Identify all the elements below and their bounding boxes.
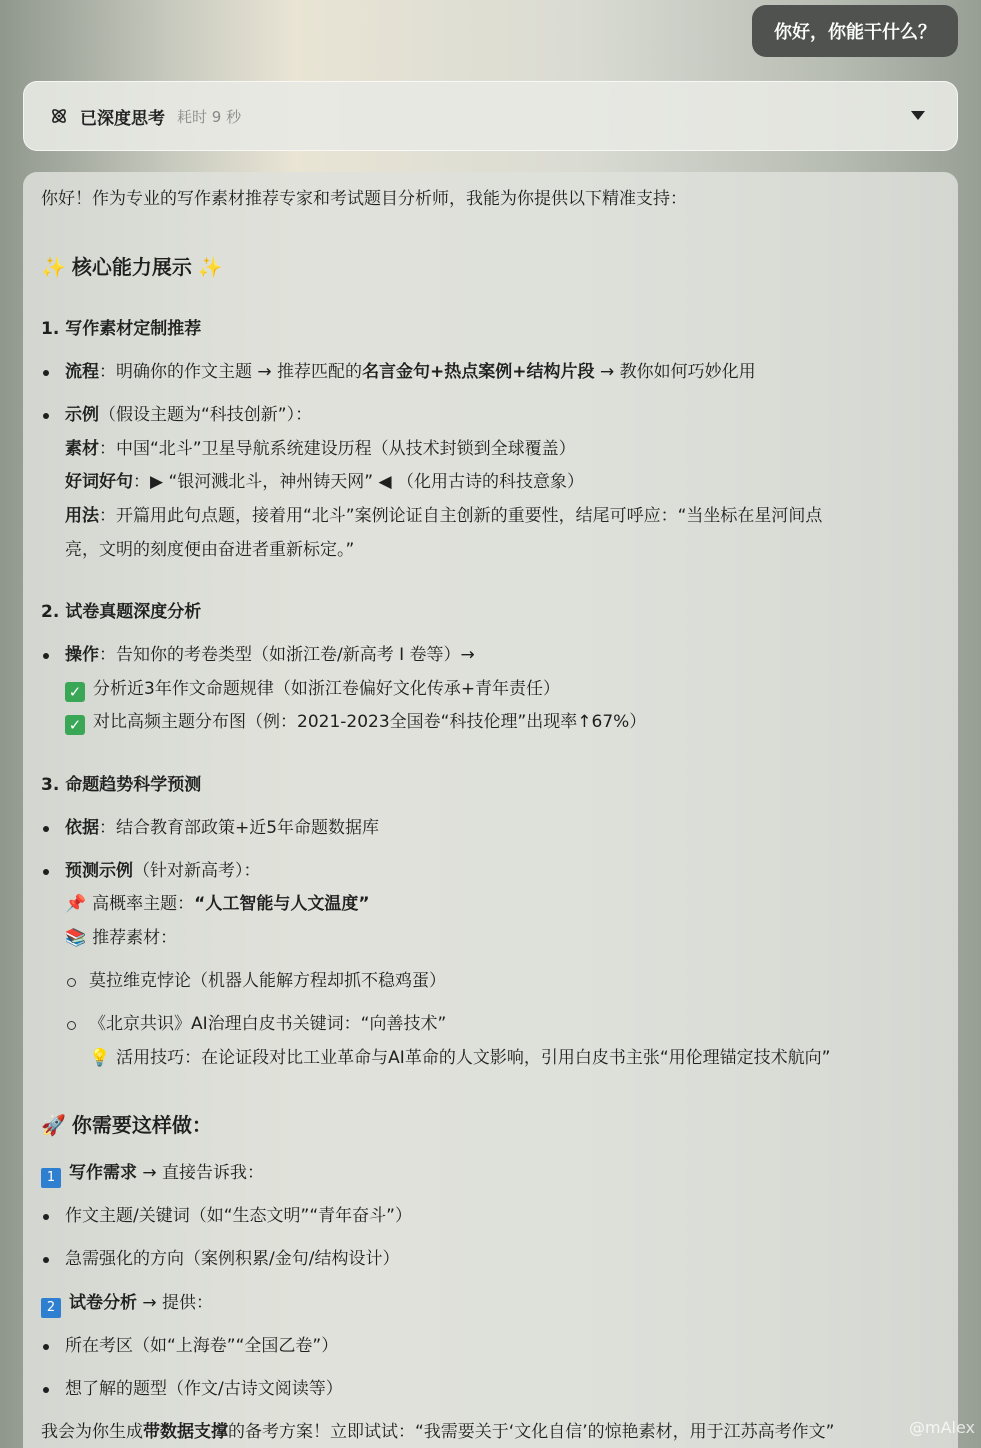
- todo-item-writing: 1 写作需求 → 直接告诉我：: [41, 1157, 264, 1190]
- watermark: @mAlex: [908, 1418, 975, 1437]
- list-item: 《北京共识》AI治理白皮书关键词：“向善技术”: [89, 1008, 446, 1041]
- answer-closing: 我会为你生成带数据支撑的备考方案！立即试试：“我需要关于‘文化自信’的惊艳素材，用于江苏高考作文”: [41, 1422, 835, 1442]
- recommended-material: 📚 推荐素材：: [65, 922, 177, 955]
- heading-todo: 🚀 你需要这样做：: [41, 1109, 212, 1142]
- example-material: 素材：中国“北斗”卫星导航系统建设历程（从技术封锁到全球覆盖）: [65, 439, 576, 459]
- section-1-title: 1. 写作素材定制推荐: [41, 319, 202, 339]
- check-item: ✓ 分析近3年作文命题规律（如浙江卷偏好文化传承+青年责任）: [65, 673, 560, 706]
- deep-think-icon: [50, 107, 68, 125]
- check-icon: ✓: [65, 715, 85, 735]
- heading-core: ✨ 核心能力展示 ✨: [41, 251, 229, 284]
- check-icon: ✓: [65, 682, 85, 702]
- list-item: 急需强化的方向（案例积累/金句/结构设计）: [65, 1243, 399, 1276]
- pushpin-icon: 📌: [65, 894, 87, 914]
- example-usage: 用法：开篇用此句点题，接着用“北斗”案例论证自主创新的重要性，结尾可呼应：“当坐标在星河间点: [65, 506, 823, 526]
- rocket-icon: 🚀: [41, 1113, 66, 1137]
- books-icon: 📚: [65, 928, 87, 948]
- list-item: 所在考区（如“上海卷”“全国乙卷”）: [65, 1330, 338, 1363]
- list-item: 示例（假设主题为“科技创新”）：: [65, 399, 312, 432]
- sparkles-icon: ✨: [197, 255, 223, 279]
- thinking-title: 已深度思考: [80, 108, 165, 129]
- thinking-toggle[interactable]: [23, 81, 958, 151]
- user-message-text: 你好，你能干什么？: [774, 22, 936, 43]
- example-usage-cont: 亮，文明的刻度便由奋进者重新标定。”: [65, 540, 355, 560]
- list-item: 莫拉维克悖论（机器人能解方程却抓不稳鸡蛋）: [89, 965, 446, 998]
- chevron-down-icon[interactable]: [911, 111, 925, 120]
- keycap-2-icon: 2: [41, 1298, 61, 1318]
- predicted-topic: 📌 高概率主题：“人工智能与人文温度”: [65, 888, 370, 921]
- answer-intro: 你好！作为专业的写作素材推荐专家和考试题目分析师，我能为你提供以下精准支持：: [41, 189, 687, 209]
- list-item: 操作：告知你的考卷类型（如浙江卷/新高考 Ⅰ 卷等）→: [65, 639, 475, 672]
- assistant-answer: [23, 172, 958, 1448]
- todo-item-exam: 2 试卷分析 → 提供：: [41, 1287, 213, 1320]
- list-item: 预测示例（针对新高考）：: [65, 855, 261, 888]
- keycap-1-icon: 1: [41, 1168, 61, 1188]
- usage-tip: 💡 活用技巧：在论证段对比工业革命与AI革命的人文影响，引用白皮书主张“用伦理锚定技术航向”: [89, 1042, 830, 1075]
- check-item: ✓ 对比高频主题分布图（例：2021-2023全国卷“科技伦理”出现率↑67%）: [65, 706, 646, 739]
- section-2-title: 2. 试卷真题深度分析: [41, 602, 202, 622]
- list-item: 流程：明确你的作文主题 → 推荐匹配的名言金句+热点案例+结构片段 → 教你如何巧妙化用: [65, 356, 756, 389]
- section-3-title: 3. 命题趋势科学预测: [41, 775, 202, 795]
- thinking-time: 耗时 9 秒: [177, 107, 242, 126]
- user-message-bubble: [752, 5, 958, 57]
- lightbulb-icon: 💡: [89, 1048, 111, 1068]
- example-words: 好词好句：▶ “银河溅北斗，神州铸天网” ◀ （化用古诗的科技意象）: [65, 472, 584, 492]
- list-item: 作文主题/关键词（如“生态文明”“青年奋斗”）: [65, 1200, 412, 1233]
- list-item: 想了解的题型（作文/古诗文阅读等）: [65, 1373, 343, 1406]
- list-item: 依据：结合教育部政策+近5年命题数据库: [65, 812, 379, 845]
- sparkles-icon: ✨: [41, 255, 66, 279]
